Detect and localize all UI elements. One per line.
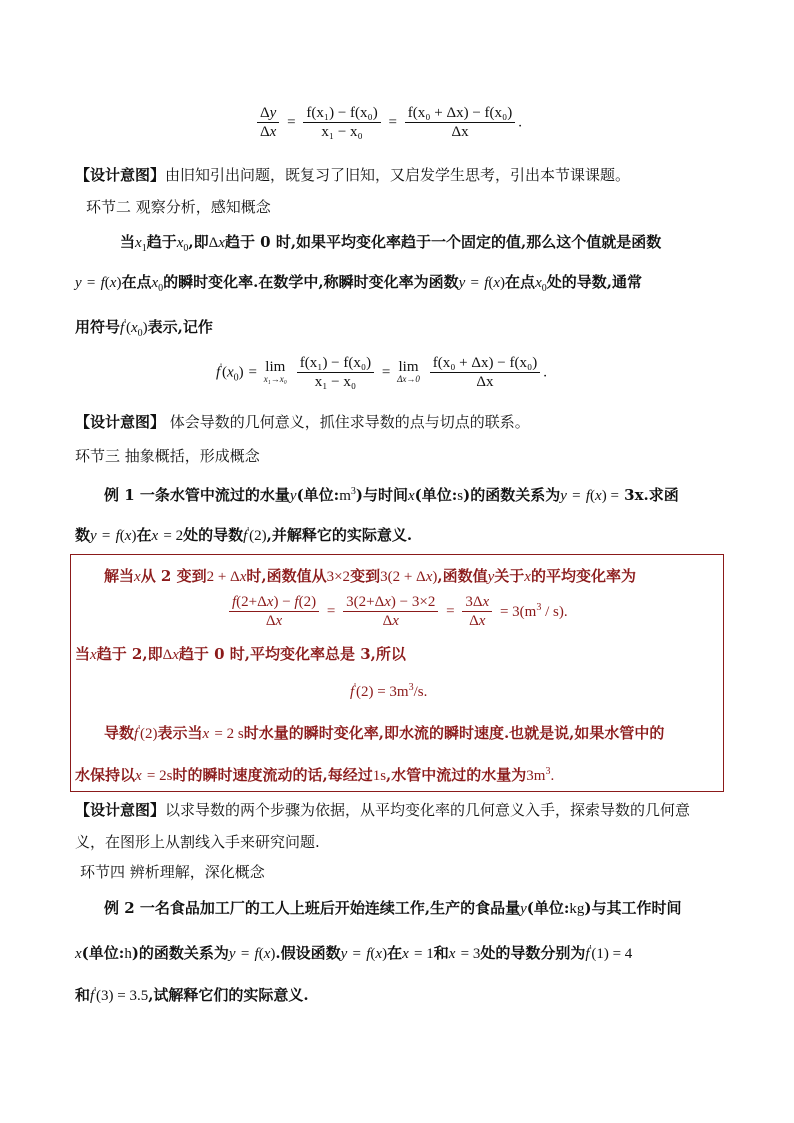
design-intent-3-line-2: 义，在图形上从割线入手来研究问题.	[75, 833, 320, 851]
frac-f1-den: x₁ − x₀	[321, 124, 363, 140]
example-1-line-2: 数y = f(x)在x = 2处的导数f'(2),并解释它的实际意义.	[75, 526, 413, 544]
example-2-line-3: 和f'(3) = 3.5,试解释它们的实际意义.	[75, 986, 309, 1004]
design-intent-1	[75, 165, 630, 185]
frac-f1	[303, 104, 380, 141]
frac-lim2: $\frac{\text{f(x₀ + Δx) − f(x₀)}}{\Delta x}$	[430, 354, 541, 391]
section-heading-4: 环节四 辨析理解，深化概念	[80, 863, 265, 881]
frac-dy-dx: $\frac{\Delta y}{\Delta x}$	[257, 104, 279, 141]
example-2-line-2: x(单位:h)的函数关系为y = f(x).假设函数y = f(x)在x = 1和x = 3处的导数分别为f'(1) = 4	[75, 944, 633, 962]
solution-formula: $\frac{f(2+\Delta x) - f(2)}{\Delta x}$ = $\frac{3(2+\Delta x) - 3\times 2}{\Delta x}$ = $\frac{3\Delta x}{\Delta x}$ = $3(m^3 / s)$.	[226, 593, 568, 630]
solution-line-4: 水保持以x = 2s时的瞬时速度流动的话,每经过1s,水管中流过的水量为$3m^3$.	[75, 766, 555, 784]
design-intent-3-line-1: 【设计意图】以求导数的两个步骤为依据，从平均变化率的几何意义入手，探索导数的几何意	[75, 801, 691, 819]
design-text: 由旧知引出问题，既复习了旧知，又启发学生思考，引出本节课课题。	[165, 166, 631, 184]
design-tag: 【设计意图】	[75, 166, 166, 184]
solution-result: $f'(2) = 3m^3/s$.	[350, 682, 428, 700]
solution-line-3: 导数f'(2)表示当x = 2 s时水量的瞬时变化率,即水流的瞬时速度.也就是说,如果水管中的	[104, 724, 665, 742]
definition-line-3: 用符号$f'(x_0)$表示,记作	[75, 318, 213, 339]
avg-rate-formula: $\frac{\Delta y}{\Delta x}$ = $\frac{\text{f(x₁) − f(x₀)}}{\text{x₁ − x₀}}$ = $\frac{\text{f(x₀ + Δx) − f(x₀)}}{\Delta x}$ .	[254, 104, 522, 141]
frac-f2-num: f(x₀ + Δx) − f(x₀)	[405, 104, 516, 123]
section-heading-2: 环节二 观察分析，感知概念	[86, 198, 271, 216]
lim-x1-x0: lim x₁→x₀	[263, 358, 287, 384]
example-2-line-1: 例 2 一名食品加工厂的工人上班后开始连续工作,生产的食品量y(单位:kg)与其工作时间	[104, 899, 682, 917]
frac-lim1: $\frac{\text{f(x₁) − f(x₀)}}{\text{x₁ − x₀}}$	[297, 354, 374, 391]
definition-line-2: y = f(x)在点$x_0$的瞬时变化率.在数学中,称瞬时变化率为函数y = f(x)在点$x_0$处的导数,通常	[75, 273, 642, 294]
section-heading-3: 环节三 抽象概括，形成概念	[75, 447, 260, 465]
solution-line-2: 当x趋于 2,即Δx趋于 0 时,平均变化率总是 3,所以	[75, 645, 406, 663]
definition-line-1: 当$x_1$趋于$x_0$,即Δx趋于 0 时,如果平均变化率趋于一个固定的值,那么这个值就是函数	[120, 233, 662, 254]
example-1-line-1: 例 1 一条水管中流过的水量y(单位$:m^3$)与时间x(单位:s)的函数关系为y = f(x) = 3x.求函	[104, 486, 679, 504]
lim-dx-0: lim Δx→0	[397, 358, 420, 384]
frac-f2	[405, 104, 516, 141]
frac-f2-den: Δx	[451, 124, 469, 140]
derivative-formula: $f'(x_0)$ = lim x₁→x₀ $\frac{\text{f(x₁) − f(x₀)}}{\text{x₁ − x₀}}$ = lim Δx→0 $\frac{\text{f(x₀ + Δx) − f(x₀)}}{\Delta x}$ .	[216, 355, 547, 390]
frac-f1-num: f(x₁) − f(x₀)	[303, 104, 380, 123]
design-intent-2: 【设计意图】 体会导数的几何意义，抓住求导数的点与切点的联系。	[75, 413, 530, 431]
solution-box	[70, 554, 724, 792]
solution-line-1: 解当x从 2 变到2 + Δx时,函数值从3×2变到3(2 + Δx),函数值y关于x的平均变化率为	[104, 567, 636, 585]
